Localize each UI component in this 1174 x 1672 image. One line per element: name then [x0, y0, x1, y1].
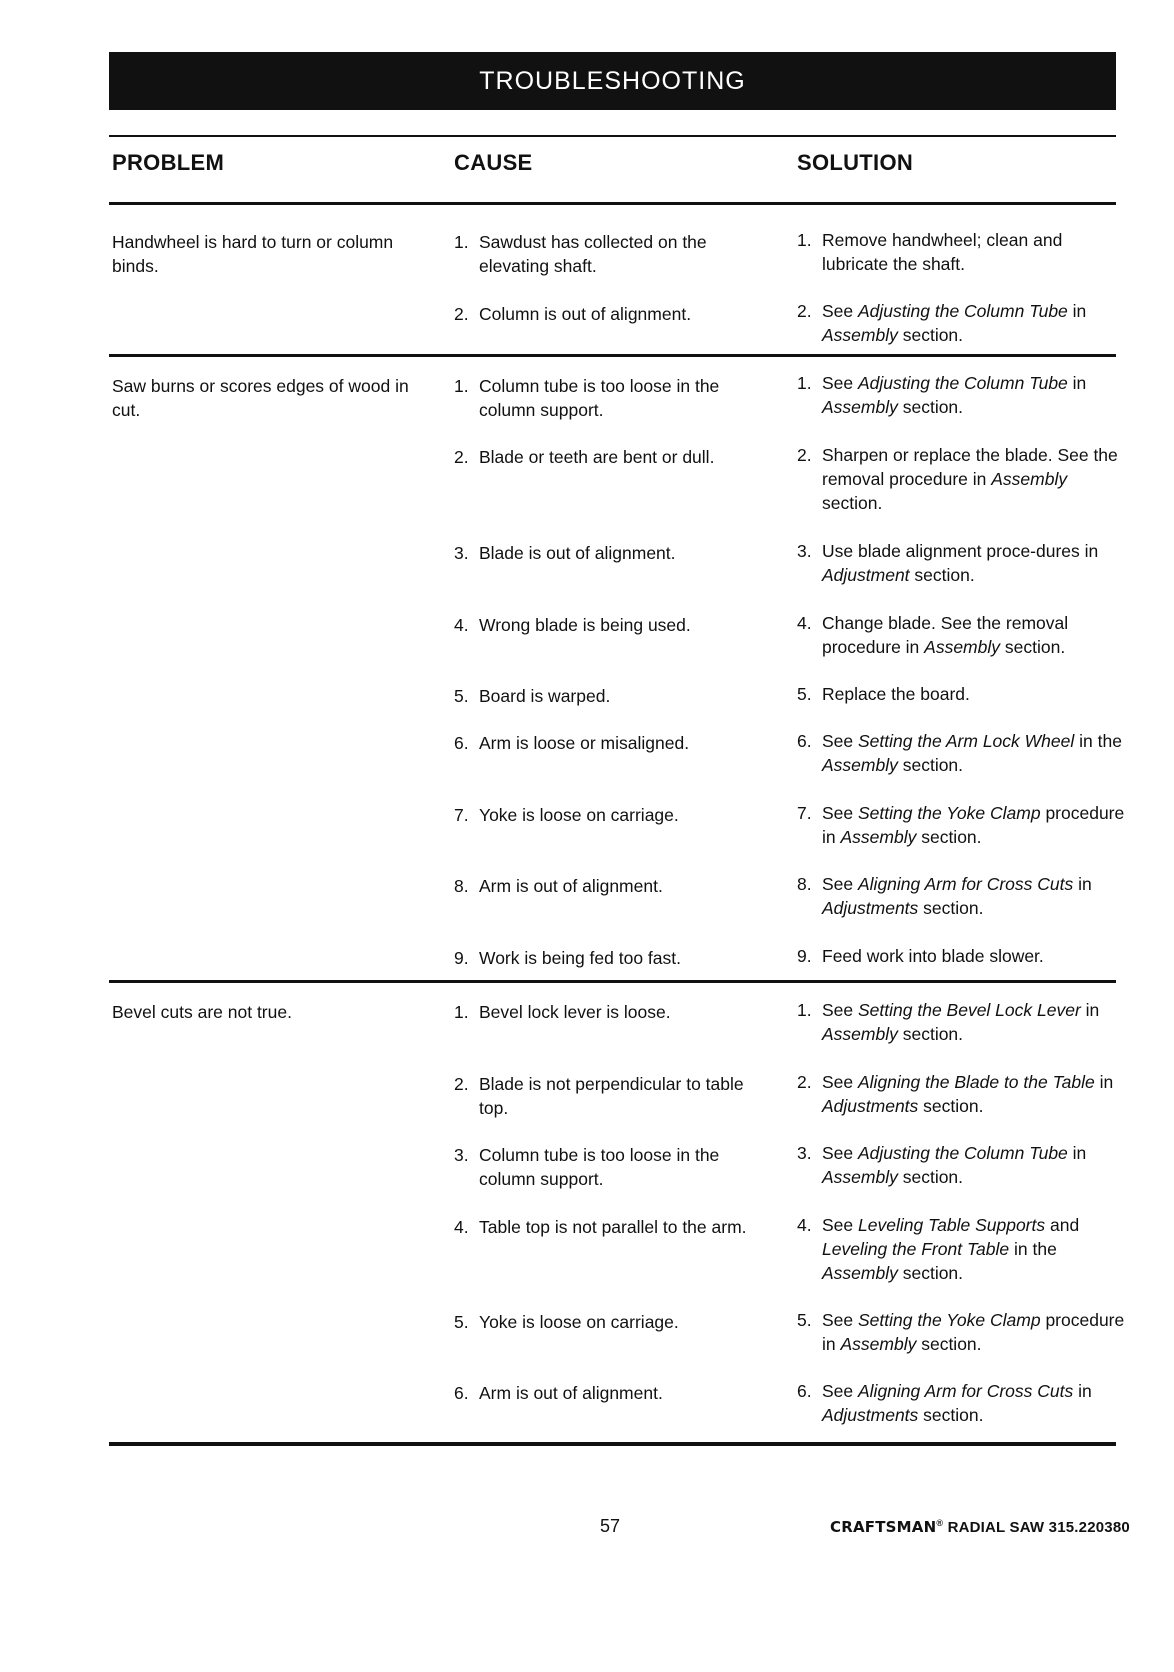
solution-item: 8. See Aligning Arm for Cross Cuts in Adjustments section. — [797, 874, 1092, 918]
section-divider — [109, 980, 1116, 983]
cause-item: 3. Blade is out of alignment. — [454, 543, 676, 563]
solution-item: 1. See Adjusting the Column Tube in Assembly section. — [797, 373, 1087, 417]
section-divider — [109, 354, 1116, 357]
cause-item: 7. Yoke is loose on carriage. — [454, 805, 679, 825]
page-title: TROUBLESHOOTING — [479, 66, 746, 95]
cause-item: 6. Arm is loose or misaligned. — [454, 733, 690, 753]
cause-item: 5. Yoke is loose on carriage. — [454, 1312, 679, 1332]
solution-item: 9. Feed work into blade slower. — [797, 946, 1044, 966]
page-number: 57 — [600, 1516, 621, 1536]
cause-column-header: CAUSE — [454, 150, 533, 175]
solution-item: 3. Use blade alignment proce-dures in Adjustment section. — [797, 541, 1099, 585]
solution-item: 4. See Leveling Table Supports and Leveling the Front Table in the Assembly section. — [797, 1215, 1080, 1283]
solution-item: 4. Change blade. See the removal procedure in Assembly section. — [797, 613, 1069, 657]
cause-item: 1. Bevel lock lever is loose. — [454, 1002, 671, 1022]
header-bottom-rule — [109, 202, 1116, 205]
solution-item: 6. See Setting the Arm Lock Wheel in the Assembly section. — [797, 731, 1122, 775]
cause-item: 1. Column tube is too loose in the column support. — [454, 376, 720, 420]
cause-item: 4. Table top is not parallel to the arm. — [454, 1217, 747, 1237]
cause-item: 3. Column tube is too loose in the column support. — [454, 1145, 720, 1189]
cause-item: 8. Arm is out of alignment. — [454, 876, 663, 896]
problem-text: Bevel cuts are not true. — [112, 1002, 292, 1022]
cause-item: 4. Wrong blade is being used. — [454, 615, 691, 635]
table-bottom-rule — [109, 1442, 1116, 1446]
solution-item: 2. See Aligning the Blade to the Table in Adjustments section. — [797, 1072, 1114, 1116]
solution-item: 1. See Setting the Bevel Lock Lever in Assembly section. — [797, 1000, 1100, 1044]
solution-item: 6. See Aligning Arm for Cross Cuts in Adjustments section. — [797, 1381, 1092, 1425]
solution-item: 1. Remove handwheel; clean and lubricate the shaft. — [797, 230, 1063, 274]
header-top-rule — [109, 135, 1116, 137]
solution-item: 5. See Setting the Yoke Clamp procedure in Assembly section. — [797, 1310, 1125, 1354]
cause-item: 2. Blade is not perpendicular to table top. — [454, 1074, 744, 1118]
solution-item: 2. Sharpen or replace the blade. See the removal procedure in Assembly section. — [797, 445, 1118, 513]
cause-item: 9. Work is being fed too fast. — [454, 948, 682, 968]
cause-item: 6. Arm is out of alignment. — [454, 1383, 663, 1403]
solution-item: 3. See Adjusting the Column Tube in Assembly section. — [797, 1143, 1087, 1187]
cause-item: 1. Sawdust has collected on the elevating shaft. — [454, 232, 707, 276]
cause-item: 2. Blade or teeth are bent or dull. — [454, 447, 715, 467]
solution-item: 5. Replace the board. — [797, 684, 970, 704]
problem-text: Saw burns or scores edges of wood in cut. — [112, 376, 409, 420]
problem-text: Handwheel is hard to turn or column binds. — [112, 232, 394, 276]
problem-column-header: PROBLEM — [112, 150, 225, 175]
registered-mark: ® — [936, 1518, 944, 1528]
solution-column-header: SOLUTION — [797, 150, 914, 175]
brand-footer — [830, 1518, 1130, 1536]
model-label: RADIAL SAW 315.220380 — [947, 1519, 1130, 1536]
solution-item: 2. See Adjusting the Column Tube in Assembly section. — [797, 301, 1087, 345]
cause-item: 5. Board is warped. — [454, 686, 611, 706]
brand-logo: CRAFTSMAN — [830, 1518, 937, 1536]
page-title-banner — [109, 52, 1116, 110]
solution-item: 7. See Setting the Yoke Clamp procedure in Assembly section. — [797, 803, 1125, 847]
cause-item: 2. Column is out of alignment. — [454, 304, 692, 324]
